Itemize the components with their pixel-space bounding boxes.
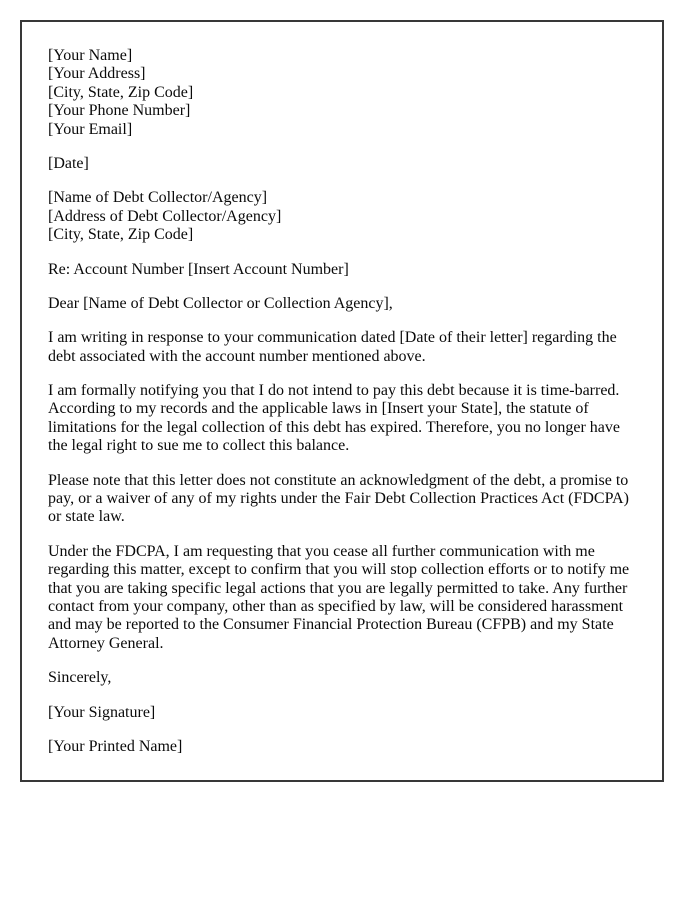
printed-name-placeholder-line: [Your Printed Name] [48, 737, 183, 755]
sender-address-block [48, 47, 636, 139]
text-line: [Your Email] [48, 120, 133, 138]
text-line: or state law. [48, 508, 125, 526]
closing-line: Sincerely, [48, 669, 112, 687]
body-paragraph-time-barred-notice [48, 382, 636, 456]
letter-document [20, 20, 664, 782]
text-line: Please note that this letter does not constitute an acknowledgment of the debt, a promise to [48, 471, 629, 489]
text-line: I am writing in response to your communication dated [Date of their letter] regarding the [48, 329, 617, 347]
salutation-line: Dear [Name of Debt Collector or Collection Agency], [48, 294, 393, 312]
subject-line: Re: Account Number [Insert Account Number] [48, 260, 349, 278]
text-line: pay, or a waiver of any of my rights under the Fair Debt Collection Practices Act (FDCPA) [48, 490, 629, 508]
body-paragraph-cease-communication [48, 543, 636, 653]
recipient-address-block [48, 189, 636, 244]
text-line: According to my records and the applicable laws in [Insert your State], the statute of [48, 400, 589, 418]
text-line: Attorney General. [48, 634, 164, 652]
text-line: limitations for the legal collection of this debt has expired. Therefore, you no longer have [48, 418, 620, 436]
text-line: [Name of Debt Collector/Agency] [48, 189, 268, 207]
body-paragraph-response [48, 329, 636, 366]
text-line: and may be reported to the Consumer Financial Protection Bureau (CFPB) and my State [48, 616, 614, 634]
text-line: [Address of Debt Collector/Agency] [48, 207, 282, 225]
text-line: debt associated with the account number mentioned above. [48, 347, 426, 365]
text-line: Under the FDCPA, I am requesting that you cease all further communication with me [48, 542, 595, 560]
text-line: the legal right to sue me to collect this balance. [48, 437, 350, 455]
text-line: that you are taking specific legal actions that you are legally permitted to take. Any further [48, 579, 628, 597]
signature-placeholder-line: [Your Signature] [48, 703, 156, 721]
date-line: [Date] [48, 154, 89, 172]
text-line: regarding this matter, except to confirm that you will stop collection efforts or to notify me [48, 561, 630, 579]
text-line: [City, State, Zip Code] [48, 83, 194, 101]
body-paragraph-no-acknowledgment [48, 472, 636, 527]
text-line: [Your Name] [48, 47, 133, 64]
text-line: I am formally notifying you that I do not intend to pay this debt because it is time-barred. [48, 382, 620, 400]
text-line: [Your Phone Number] [48, 102, 191, 120]
text-line: [Your Address] [48, 65, 146, 83]
text-line: contact from your company, other than as specified by law, will be considered harassment [48, 597, 624, 615]
text-line: [City, State, Zip Code] [48, 226, 194, 244]
